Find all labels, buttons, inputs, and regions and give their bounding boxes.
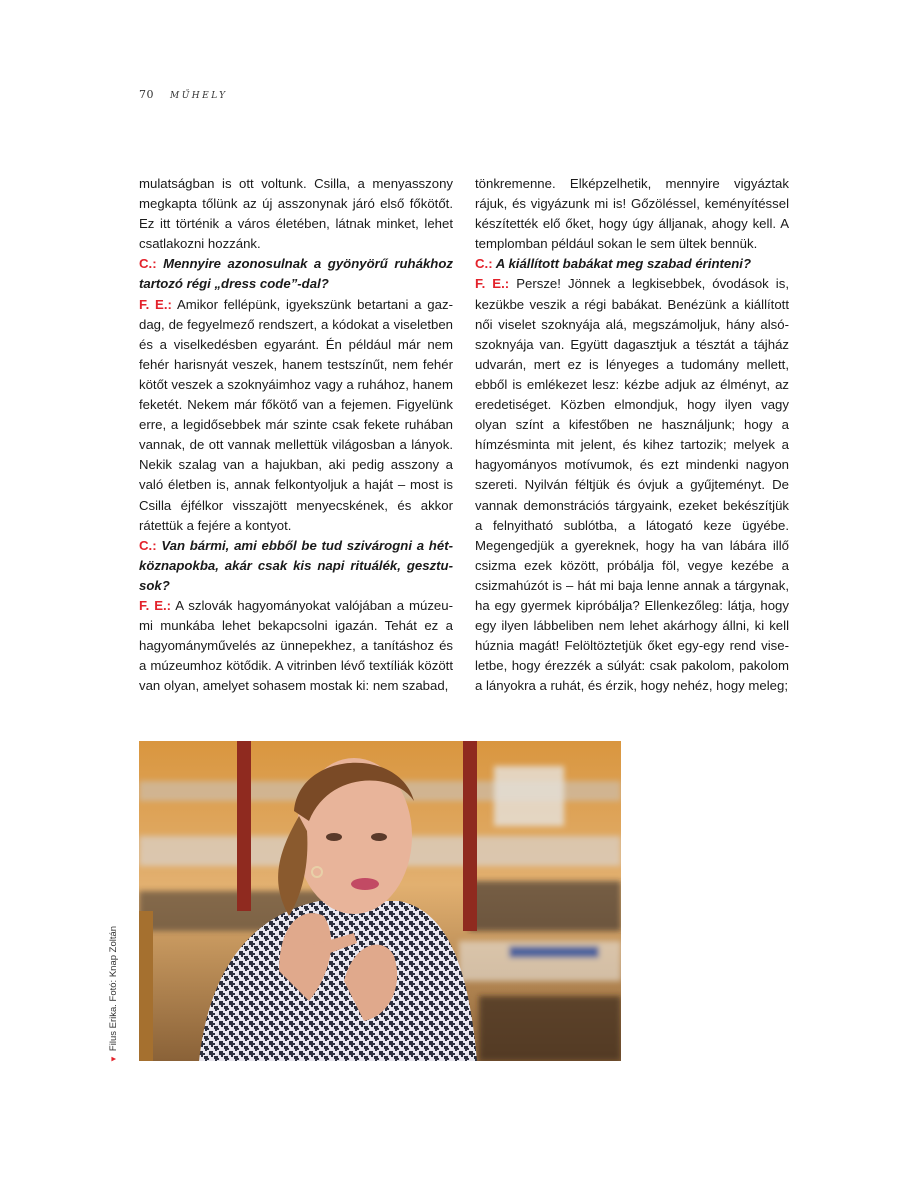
page-number: 70 [139,88,154,101]
text-column-right [475,174,789,696]
answer-text: A szlovák hagyományokat valójában a múzeumi munkába lehet bekapcsolni igazán. Tehát ez a hagyományművelés az ünnepekhez, a tanításhoz és a múzeumhoz kötődik. A vitrinben lévő textíliák között van olyan, amelyet sohasem mostak ki: nem szabad, [139,597,453,694]
text-column-left [139,174,453,696]
speaker-label: C.: [139,537,157,553]
section-title: MŰHELY [170,91,228,101]
interview-answer [475,274,789,696]
speaker-label: C.: [475,256,493,272]
answer-text: Persze! Jönnek a legkisebbek, óvodások is, kezükbe veszik a régi babákat. Benézünk a kiállított női viselet szoknyája alá, megszámoljuk, hány alsószoknyája van. Együtt dagasztjuk a tésztát a tájház udvarán, mert ez is lényeges a tudomány mellett, ebből is emlékezet lesz: kézbe adjuk az élményt, az eredetiséget. Közben elmondjuk, hogy ilyen vagy olyan színt a kifestőben ne használjunk; hogy a hímzésminta mit jelent, és kihez tartozik; melyek a hagyományos motívumok, és ezt mindenki nagyon szereti. Nyilván féltjük és óvjuk a gyűjteményt. De vannak demonstrációs tárgyaink, ezeket bekészítjük a felnyitható sublótba, a látogató keze ügyébe. Megengedjük a gyereknek, hogy ha van lábára illő csizma ezek között, próbálja föl, vegye kezébe a csizmahúzót is – hát mi baja lenne annak a tárgynak, ha egy gyermek kipróbálja? Ellenkezőleg: látja, hogy egy ilyen lábbeliben nem lehet akárhogy állni, ki kell húznia magát! Felöltöztetjük őket egy-egy rend viseletbe, hogy érezzék a súlyát: csak pakolom, pakolom a lányokra a ruhát, és érzik, hogy nehéz, hogy meleg; [475,276,789,694]
interview-question [139,536,453,596]
speaker-label: F. E.: [475,276,510,292]
triangle-marker-icon: ▼ [109,1055,118,1063]
speaker-label: C.: [139,256,157,272]
credit-text: Filus Erika. Fotó: Knap Zoltán [108,925,119,1052]
answer-text: Amikor fellépünk, igyekszünk betartani a gazdag, de fegyelmező rendszert, a kódokat a viseletben és a viselkedésben egyaránt. Én például már nem fehér harisnyát veszek, hanem testszínűt, nem fehér kötőt veszek a szoknyáimhoz vagy a ruhához, hanem feketét. Nekem már főkötő van a fejemen. Figyelünk erre, a legidősebbek már szinte csak fekete ruhában vannak, de ott vannak mellettük világosban a lányok. Nekik szalag van a hajukban, aki pedig asszony a való életben is, annak felkontyoljuk a haját – most is Csilla éjfélkor visszajött menyecskének, és akkor rátettük a fejére a kontyot. [139,296,453,533]
speaker-label: F. E.: [139,296,172,312]
question-text: Van bármi, ami ebből be tud szivárogni a hétköznapokba, akár csak kis napi rituálék, gesztusok? [139,537,453,593]
paragraph: tönkremenne. Elképzelhetik, mennyire vigyáztak rájuk, és vigyázunk mi is! Gőzöléssel, keményítéssel készítették elő őket, hogy úgy álljanak, ahogy kell. A templomban például sokan le sem ültek bennük. [475,176,789,252]
photo-illustration [139,741,621,1061]
question-text: A kiállított babákat meg szabad érinteni? [492,256,752,272]
interview-answer [139,596,453,696]
photo-credit [108,926,119,1063]
interview-question [139,254,453,294]
paragraph: mulatságban is ott voltunk. Csilla, a menyasszony megkapta tőlünk az új asszonynak járó első főkötőt. Ez itt történik a város életében, látnak minket, lehet csatlakozni hozzánk. [139,176,453,252]
portrait-photo [139,741,621,1061]
running-head [139,88,228,101]
interview-question [475,254,789,274]
speaker-label: F. E.: [139,597,172,613]
interview-answer [139,295,453,536]
question-text: Mennyire azonosulnak a gyönyörű ruhákhoz tartozó régi „dress code”-dal? [139,256,453,292]
